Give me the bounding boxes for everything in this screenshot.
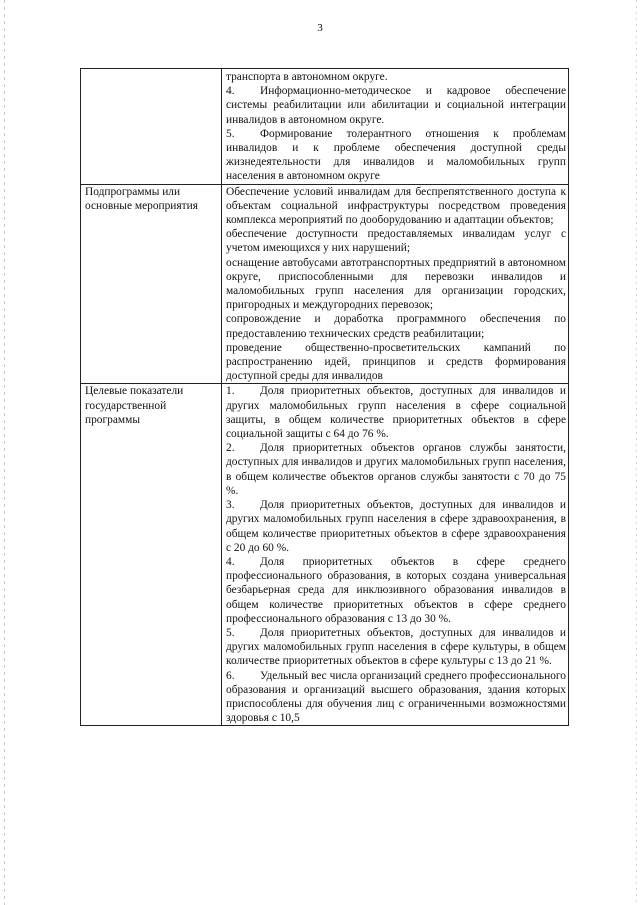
item-number: 6. bbox=[226, 669, 235, 682]
row-content bbox=[222, 184, 569, 384]
paragraph bbox=[226, 70, 566, 84]
paragraph-text: оснащение автобусами автотранспортных предприятий в автономном округе, приспособленными для перевозки инвалидов и маломобильных групп населения для организации городских, пригородных и междугородних перевозок; bbox=[226, 256, 566, 312]
paragraph-text: Удельный вес числа организаций среднего профессионального образования и организаций высшего образования, здания которых приспособлены для обучения лиц с ограниченными возможностями здоровья с 10,5 bbox=[226, 669, 566, 725]
paragraph-text: обеспечение доступности предоставляемых инвалидам услуг с учетом имеющихся у них нарушений; bbox=[226, 228, 566, 255]
item-number: 4. bbox=[226, 555, 235, 568]
paragraph bbox=[226, 185, 566, 228]
paragraph bbox=[226, 84, 566, 127]
item-number: 4. bbox=[226, 85, 235, 98]
paragraph bbox=[226, 555, 566, 626]
row-content bbox=[222, 69, 569, 185]
table-row bbox=[81, 384, 569, 726]
row-label: Целевые показатели государственной программы bbox=[81, 384, 222, 726]
paragraph bbox=[226, 256, 566, 313]
item-number: 1. bbox=[226, 385, 235, 398]
paragraph-text: Доля приоритетных объектов, доступных для инвалидов и других маломобильных групп населения в сфере культуры, в общем количестве приоритетных объектов в сфере культуры с 13 до 21 %. bbox=[226, 626, 566, 668]
scan-edge-right bbox=[636, 0, 637, 905]
paragraph-text: проведение общественно-просветительских кампаний по распространению идей, принципов и средств формирования доступной среды для инвалидов bbox=[226, 341, 566, 383]
paragraph-text: транспорта в автономном округе. bbox=[226, 71, 388, 83]
paragraph bbox=[226, 312, 566, 340]
paragraph bbox=[226, 341, 566, 384]
paragraph bbox=[226, 384, 566, 441]
row-content bbox=[222, 384, 569, 726]
page-number: 3 bbox=[317, 22, 323, 34]
row-label bbox=[81, 69, 222, 185]
item-number: 5. bbox=[226, 127, 235, 140]
paragraph bbox=[226, 669, 566, 726]
paragraph bbox=[226, 626, 566, 669]
paragraph-text: Формирование толерантного отношения к проблемам инвалидов и к проблеме обеспечения доступной среды жизнедеятельности для инвалидов и маломобильных групп населения в автономном округе bbox=[226, 127, 566, 183]
paragraph-text: Информационно-методическое и кадровое обеспечение системы реабилитации или абилитации и социальной интеграции инвалидов в автономном округе. bbox=[226, 85, 566, 126]
paragraph-text: Доля приоритетных объектов в сфере среднего профессионального образования, в которых создана универсальная безбарьерная среда для инклюзивного образования инвалидов в общем количестве приоритетных объектов в сфере среднего профессионального образования с 13 до 30 %. bbox=[226, 555, 566, 625]
item-number: 3. bbox=[226, 499, 235, 512]
paragraph-text: Обеспечение условий инвалидам для беспрепятственного доступа к объектам социальной инфраструктуры посредством проведения комплекса мероприятий по дооборудованию и адаптации объектов; bbox=[226, 185, 566, 227]
table-row bbox=[81, 69, 569, 185]
paragraph-text: Доля приоритетных объектов, доступных для инвалидов и других маломобильных групп населения в сфере здравоохранения, в общем количестве приоритетных объектов в сфере здравоохранения с 20 до 60 %. bbox=[226, 499, 566, 554]
paragraph-text: Доля приоритетных объектов, доступных для инвалидов и других маломобильных групп населения в сфере социальной защиты, в общем количестве приоритетных объектов в сфере социальной защиты с 64 до 76 %. bbox=[226, 385, 566, 441]
table-row bbox=[81, 184, 569, 384]
item-number: 5. bbox=[226, 626, 235, 639]
paragraph bbox=[226, 227, 566, 255]
row-label: Подпрограммы или основные мероприятия bbox=[81, 184, 222, 384]
paragraph bbox=[226, 498, 566, 555]
paragraph-text: сопровождение и доработка программного обеспечения по предоставлению технических средств реабилитации; bbox=[226, 313, 566, 340]
paragraph bbox=[226, 127, 566, 184]
item-number: 2. bbox=[226, 442, 235, 455]
program-passport-table bbox=[80, 68, 569, 726]
paragraph bbox=[226, 441, 566, 498]
scan-edge-left bbox=[4, 0, 5, 905]
paragraph-text: Доля приоритетных объектов органов службы занятости, доступных для инвалидов и других маломобильных групп населения, в общем количестве объектов органов службы занятости с 70 до 75 %. bbox=[226, 442, 566, 497]
